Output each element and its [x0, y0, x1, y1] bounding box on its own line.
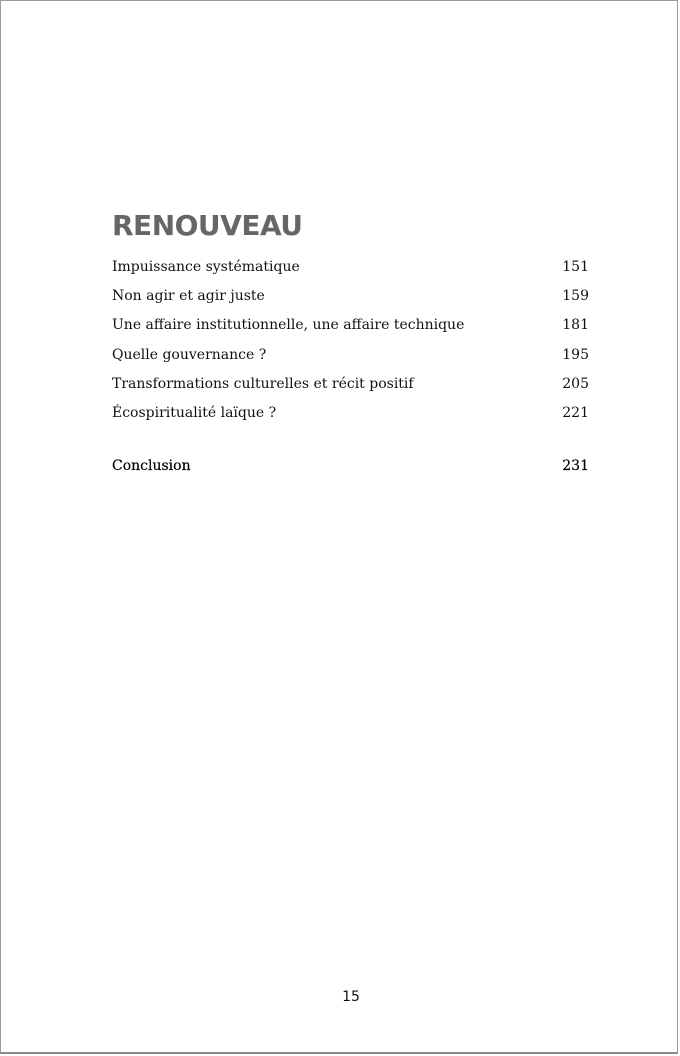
toc-entry-title: Écospiritualité laïque ?	[112, 404, 277, 421]
toc-entry-title: Impuissance systématique	[112, 259, 300, 275]
toc-entry-page: 151	[562, 259, 589, 275]
toc-entry-page: 195	[562, 346, 589, 363]
toc-entry-page: 159	[562, 288, 589, 305]
toc-entry	[112, 282, 589, 311]
toc-conclusion-entry	[112, 452, 589, 481]
toc-entry	[112, 399, 589, 428]
toc-entry-title: Non agir et agir juste	[112, 288, 265, 305]
toc-entry	[112, 311, 589, 340]
toc-conclusion-page: 231	[562, 458, 589, 474]
toc-entry-page: 205	[562, 375, 589, 392]
toc-entry	[112, 341, 589, 370]
page-number: 15	[342, 989, 360, 1005]
section-title: RENOUVEAU	[112, 209, 303, 242]
toc-entry-title: Quelle gouvernance ?	[112, 346, 267, 363]
toc-entry	[112, 253, 589, 282]
toc-entry-page: 181	[562, 317, 589, 334]
toc-conclusion-title: Conclusion	[112, 458, 191, 474]
toc-entry-title: Une affaire institutionnelle, une affaire technique	[112, 317, 465, 334]
toc-entry	[112, 370, 589, 399]
toc-entry-title: Transformations culturelles et récit positif	[112, 375, 414, 392]
table-of-contents	[112, 253, 589, 428]
toc-entry-page: 221	[562, 404, 589, 421]
